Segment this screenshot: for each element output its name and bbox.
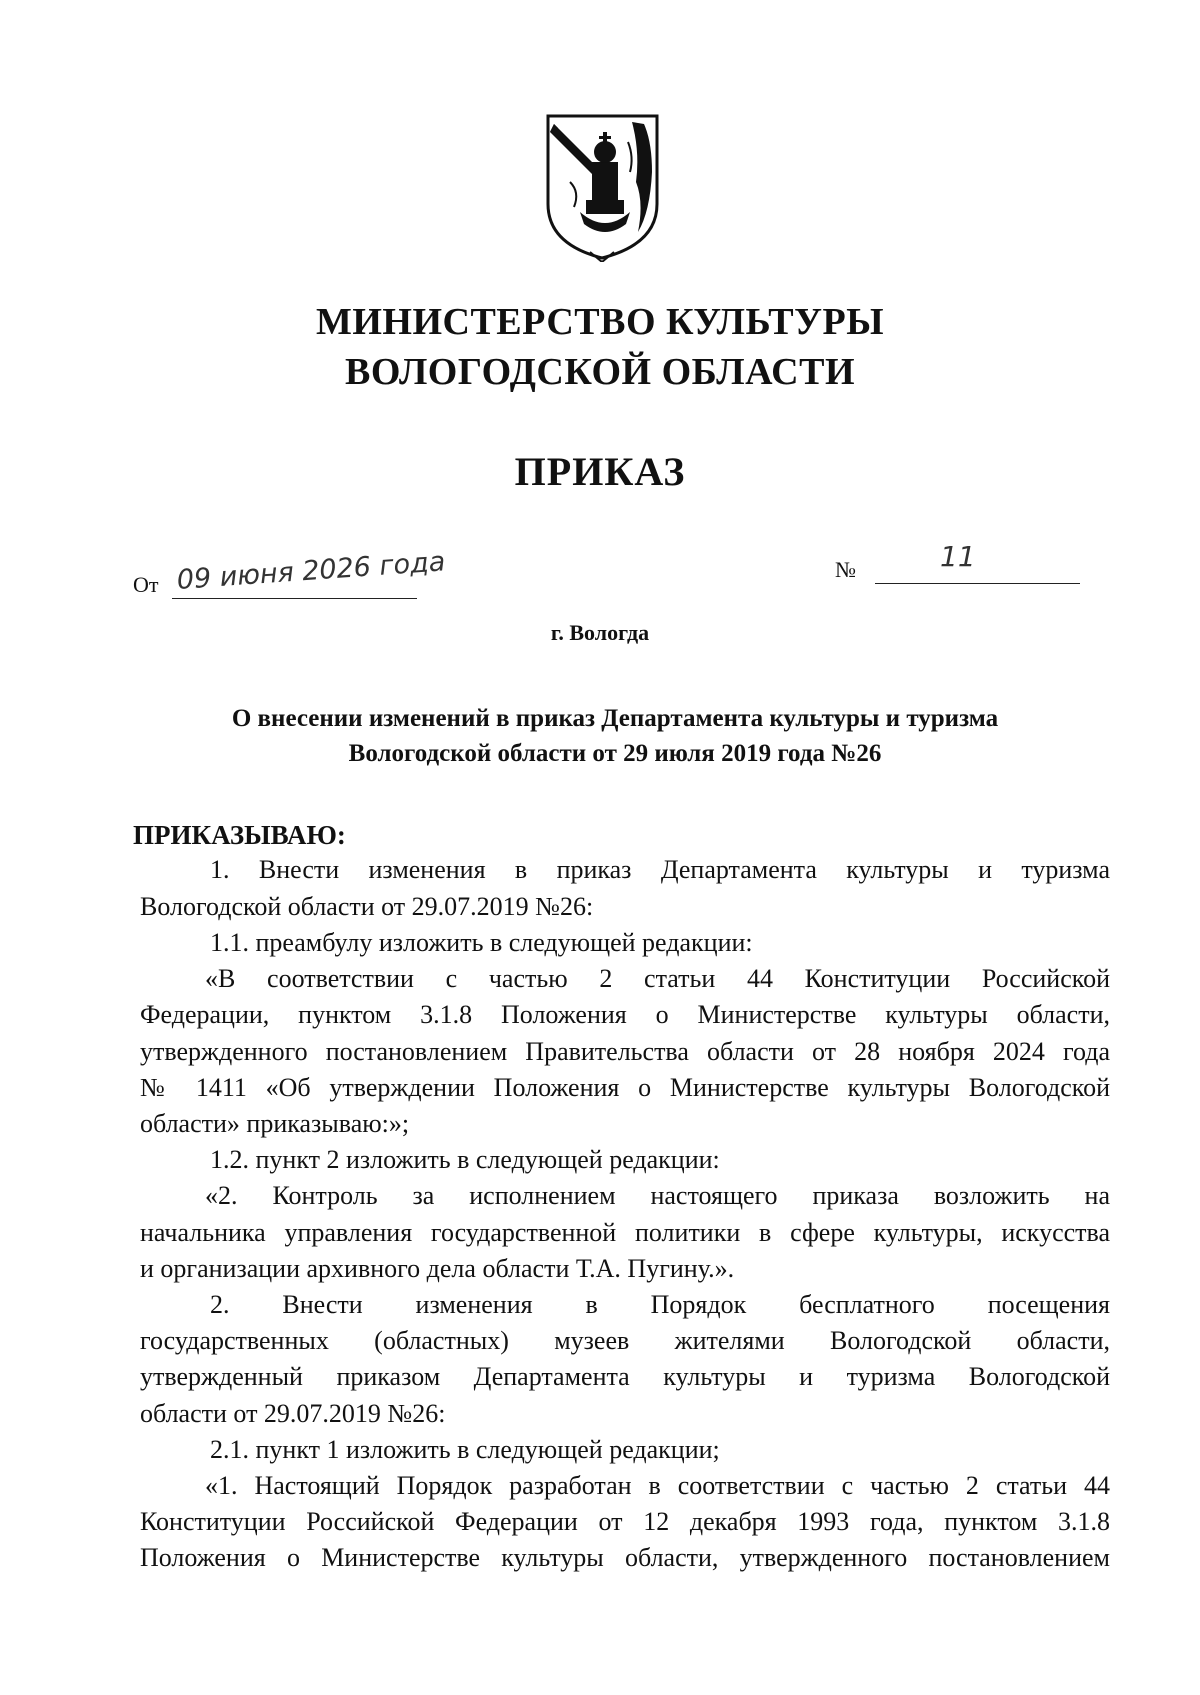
order-heading: ПРИКАЗЫВАЮ:	[133, 820, 346, 850]
document-type-title: ПРИКАЗ	[514, 449, 686, 494]
body-line: Федерации, пунктом 3.1.8 Положения о Министерстве культуры области,	[140, 1000, 1110, 1029]
body-line: Конституции Российской Федерации от 12 декабря 1993 года, пунктом 3.1.8	[140, 1507, 1110, 1536]
body-line: № 1411 «Об утверждении Положения о Министерстве культуры Вологодской	[140, 1073, 1110, 1102]
handwritten-date: 09 июня 2026 года	[175, 546, 447, 596]
body-line: утвержденный приказом Департамента культуры и туризма Вологодской	[140, 1362, 1110, 1391]
ministry-name-line2: ВОЛОГОДСКОЙ ОБЛАСТИ	[344, 351, 856, 393]
number-label: №	[835, 557, 856, 582]
coat-of-arms-emblem	[540, 112, 665, 262]
body-line: Положения о Министерстве культуры области, утвержденного постановлением	[140, 1543, 1110, 1572]
body-line: «2. Контроль за исполнением настоящего приказа возложить на	[205, 1181, 1110, 1210]
body-line: «В соответствии с частью 2 статьи 44 Конституции Российской	[205, 964, 1110, 993]
body-line: 1.1. преамбулу изложить в следующей редакции:	[210, 928, 753, 957]
body-line: области от 29.07.2019 №26:	[140, 1399, 446, 1428]
date-label: От	[133, 572, 159, 597]
subject-line2: Вологодской области от 29 июля 2019 года №26	[348, 740, 882, 767]
body-line: утвержденного постановлением Правительства области от 28 ноября 2024 года	[140, 1037, 1110, 1066]
subject-line1: О внесении изменений в приказ Департамента культуры и туризма	[231, 705, 999, 732]
body-line: 1. Внести изменения в приказ Департамента культуры и туризма	[210, 855, 1110, 884]
body-line: области» приказываю:»;	[140, 1109, 410, 1138]
city-line: г. Вологда	[550, 620, 650, 645]
body-line: «1. Настоящий Порядок разработан в соответствии с частью 2 статьи 44	[205, 1471, 1110, 1500]
body-line: 2.1. пункт 1 изложить в следующей редакции;	[210, 1435, 720, 1464]
body-line: 1.2. пункт 2 изложить в следующей редакции:	[210, 1145, 720, 1174]
body-line: 2. Внести изменения в Порядок бесплатного посещения	[210, 1290, 1110, 1319]
date-underline	[172, 598, 417, 599]
ministry-name-line1: МИНИСТЕРСТВО КУЛЬТУРЫ	[315, 301, 885, 343]
number-underline	[875, 583, 1080, 584]
handwritten-number: 11	[940, 540, 976, 573]
body-line: начальника управления государственной политики в сфере культуры, искусства	[140, 1218, 1110, 1247]
body-line: и организации архивного дела области Т.А. Пугину.».	[140, 1254, 735, 1283]
body-line: Вологодской области от 29.07.2019 №26:	[140, 892, 594, 921]
body-line: государственных (областных) музеев жителями Вологодской области,	[140, 1326, 1110, 1355]
